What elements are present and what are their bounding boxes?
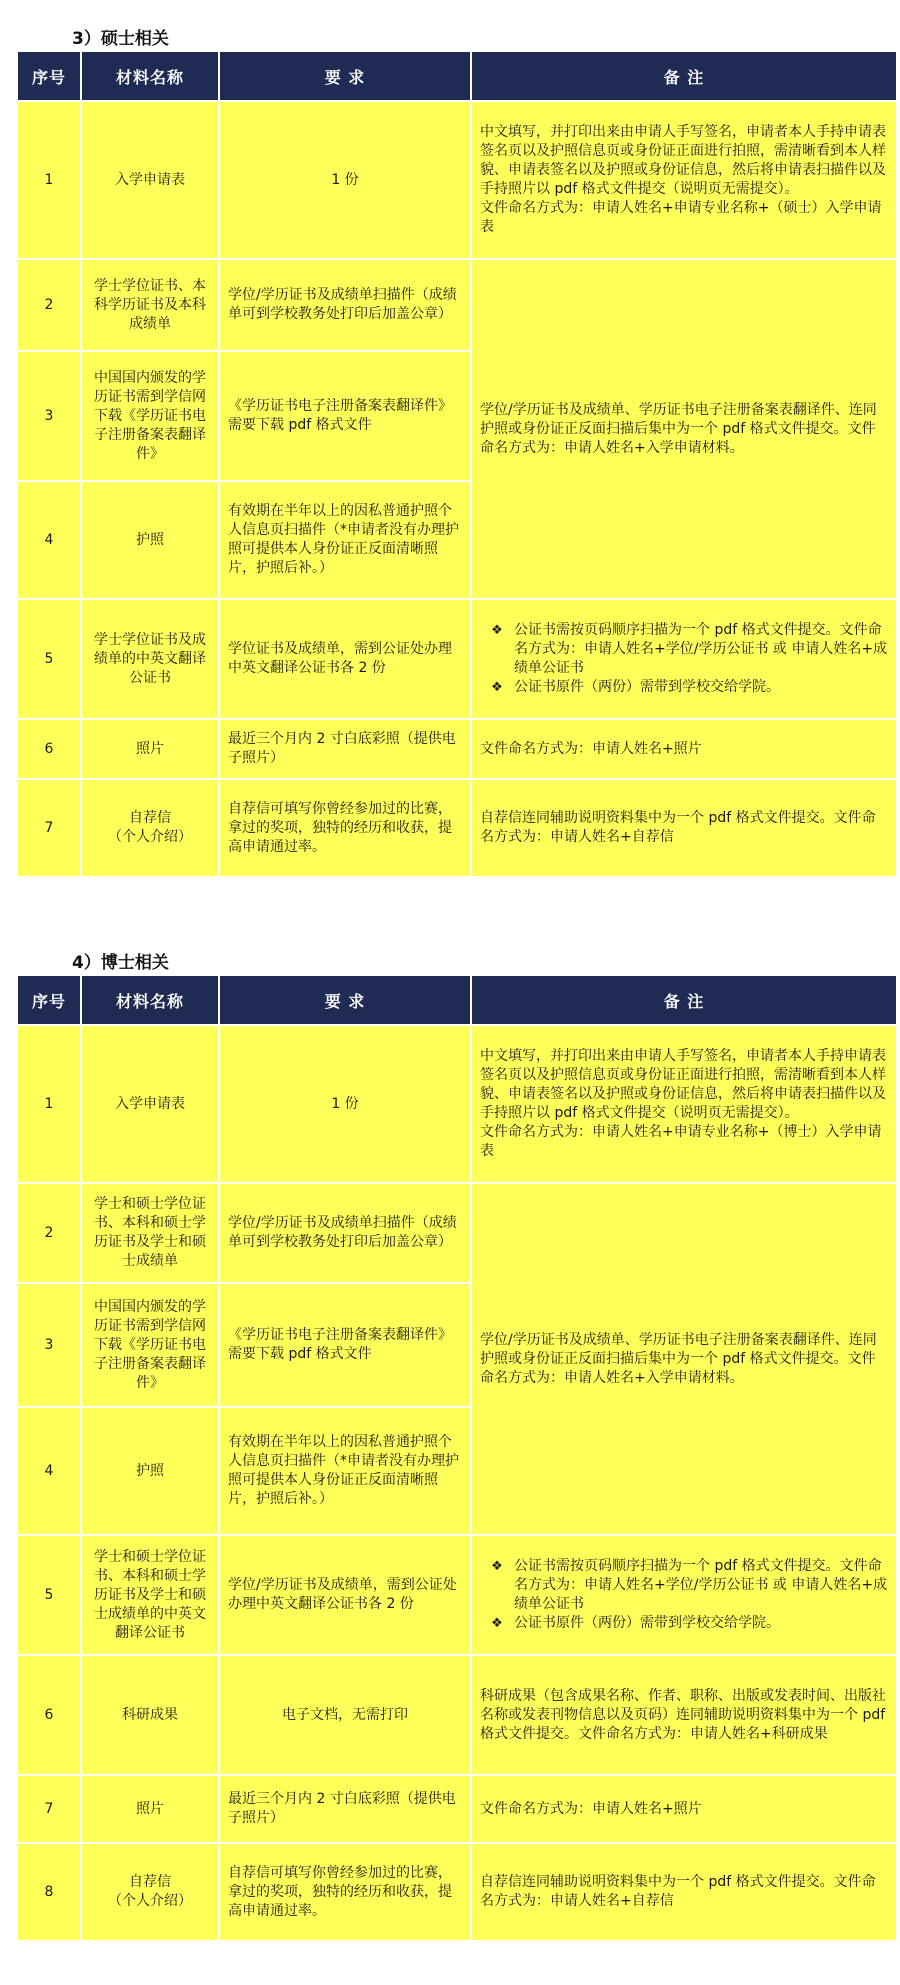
row-req: 最近三个月内 2 寸白底彩照（提供电子照片） (220, 1776, 470, 1842)
diamond-bullet-icon: ❖ (491, 680, 503, 695)
table-row (18, 260, 896, 350)
row-note (472, 1026, 896, 1182)
row-note: 自荐信连同辅助说明资料集中为一个 pdf 格式文件提交。文件命名方式为：申请人姓名+自荐信 (472, 780, 896, 876)
row-req: 学位/学历证书及成绩单，需到公证处办理中英文翻译公证书各 2 份 (220, 1536, 470, 1654)
row-name: 学士学位证书及成绩单的中英文翻译公证书 (82, 600, 218, 718)
table-row (18, 1776, 896, 1842)
row-no: 3 (18, 1284, 80, 1406)
row-no: 1 (18, 102, 80, 258)
bullet-text: 公证书需按页码顺序扫描为一个 pdf 格式文件提交。文件命名方式为：申请人姓名+学位/学历公证书 或 申请人姓名+成绩单公证书 (514, 1558, 888, 1612)
row-req: 《学历证书电子注册备案表翻译件》需要下载 pdf 格式文件 (220, 352, 470, 480)
row-name: 入学申请表 (82, 102, 218, 258)
row-no: 5 (18, 1536, 80, 1654)
bullet-text: 公证书原件（两份）需带到学校交给学院。 (514, 679, 780, 695)
row-no: 2 (18, 260, 80, 350)
bullet-item (480, 621, 888, 678)
row-name: 科研成果 (82, 1656, 218, 1774)
row-req: 1 份 (220, 1026, 470, 1182)
row-name: 学士和硕士学位证书、本科和硕士学历证书及学士和硕士成绩单的中英文翻译公证书 (82, 1536, 218, 1654)
row-req: 学位/学历证书及成绩单扫描件（成绩单可到学校教务处打印后加盖公章） (220, 1184, 470, 1282)
row-no: 7 (18, 780, 80, 876)
table-row (18, 1536, 896, 1654)
row-no: 2 (18, 1184, 80, 1282)
col-header-req: 要 求 (220, 52, 470, 100)
table-row (18, 1026, 896, 1182)
bullet-item (480, 678, 888, 697)
row-name: 照片 (82, 1776, 218, 1842)
row-note (472, 1536, 896, 1654)
row-req: 自荐信可填写你曾经参加过的比赛，拿过的奖项，独特的经历和收获，提高申请通过率。 (220, 780, 470, 876)
row-name: 入学申请表 (82, 1026, 218, 1182)
note-text: 文件命名方式为：申请人姓名+申请专业名称+（博士）入学申请表 (480, 1124, 882, 1159)
table-row (18, 1656, 896, 1774)
phd-section (18, 952, 898, 1942)
section-title: 4）博士相关 (72, 953, 169, 973)
bullet-item (480, 1557, 888, 1614)
row-no: 6 (18, 1656, 80, 1774)
row-name: 自荐信 （个人介绍） (82, 1844, 218, 1940)
master-section (18, 28, 898, 878)
bullet-text: 公证书原件（两份）需带到学校交给学院。 (514, 1615, 780, 1631)
col-header-no: 序号 (18, 976, 80, 1024)
row-name: 中国国内颁发的学历证书需到学信网下载《学历证书电子注册备案表翻译件》 (82, 1284, 218, 1406)
row-req: 学位/学历证书及成绩单扫描件（成绩单可到学校教务处打印后加盖公章） (220, 260, 470, 350)
row-note: 自荐信连同辅助说明资料集中为一个 pdf 格式文件提交。文件命名方式为：申请人姓名+自荐信 (472, 1844, 896, 1940)
bullet-item (480, 1614, 888, 1633)
row-no: 6 (18, 720, 80, 778)
diamond-bullet-icon: ❖ (491, 623, 503, 638)
row-req: 1 份 (220, 102, 470, 258)
row-note: 文件命名方式为：申请人姓名+照片 (472, 1776, 896, 1842)
row-req: 有效期在半年以上的因私普通护照个人信息页扫描件（*申请者没有办理护照可提供本人身份证正反面清晰照片，护照后补。） (220, 1408, 470, 1534)
row-req: 学位证书及成绩单，需到公证处办理中英文翻译公证书各 2 份 (220, 600, 470, 718)
row-no: 3 (18, 352, 80, 480)
col-header-req: 要 求 (220, 976, 470, 1024)
row-note (472, 102, 896, 258)
col-header-name: 材料名称 (82, 52, 218, 100)
row-req: 有效期在半年以上的因私普通护照个人信息页扫描件（*申请者没有办理护照可提供本人身份证正反面清晰照片，护照后补。） (220, 482, 470, 598)
table-row (18, 720, 896, 778)
col-header-note: 备 注 (472, 976, 896, 1024)
table-header (18, 52, 896, 100)
table-header (18, 976, 896, 1024)
row-no: 4 (18, 1408, 80, 1534)
row-req: 自荐信可填写你曾经参加过的比赛，拿过的奖项，独特的经历和收获，提高申请通过率。 (220, 1844, 470, 1940)
row-name: 自荐信 （个人介绍） (82, 780, 218, 876)
row-name: 中国国内颁发的学历证书需到学信网下载《学历证书电子注册备案表翻译件》 (82, 352, 218, 480)
row-name: 学士学位证书、本科学历证书及本科成绩单 (82, 260, 218, 350)
row-no: 8 (18, 1844, 80, 1940)
col-header-name: 材料名称 (82, 976, 218, 1024)
row-name: 照片 (82, 720, 218, 778)
merged-note: 学位/学历证书及成绩单、学历证书电子注册备案表翻译件、连同护照或身份证正反面扫描后集中为一个 pdf 格式文件提交。文件命名方式为：申请人姓名+入学申请材料。 (472, 1184, 896, 1534)
merged-note: 学位/学历证书及成绩单、学历证书电子注册备案表翻译件、连同护照或身份证正反面扫描后集中为一个 pdf 格式文件提交。文件命名方式为：申请人姓名+入学申请材料。 (472, 260, 896, 598)
table-row (18, 1844, 896, 1940)
bullet-text: 公证书需按页码顺序扫描为一个 pdf 格式文件提交。文件命名方式为：申请人姓名+学位/学历公证书 或 申请人姓名+成绩单公证书 (514, 622, 888, 676)
col-header-note: 备 注 (472, 52, 896, 100)
table-row (18, 780, 896, 876)
row-no: 4 (18, 482, 80, 598)
row-req: 《学历证书电子注册备案表翻译件》需要下载 pdf 格式文件 (220, 1284, 470, 1406)
row-no: 5 (18, 600, 80, 718)
row-name: 学士和硕士学位证书、本科和硕士学历证书及学士和硕士成绩单 (82, 1184, 218, 1282)
row-note: 科研成果（包含成果名称、作者、职称、出版或发表时间、出版社名称或发表刊物信息以及页码）连同辅助说明资料集中为一个 pdf 格式文件提交。文件命名方式为：申请人姓名+科研成果 (472, 1656, 896, 1774)
table-row (18, 1184, 896, 1282)
row-note: 文件命名方式为：申请人姓名+照片 (472, 720, 896, 778)
col-header-no: 序号 (18, 52, 80, 100)
row-name: 护照 (82, 482, 218, 598)
row-note (472, 600, 896, 718)
note-text: 中文填写，并打印出来由申请人手写签名，申请者本人手持申请表签名页以及护照信息页或身份证正面进行拍照，需清晰看到本人样貌、申请表签名以及护照或身份证信息，然后将申请表扫描件以及手持照片以 pdf 格式文件提交（说明页无需提交）。 (480, 124, 886, 197)
table-row (18, 600, 896, 718)
row-name: 护照 (82, 1408, 218, 1534)
diamond-bullet-icon: ❖ (491, 1559, 503, 1574)
phd-table (16, 974, 898, 1942)
row-no: 7 (18, 1776, 80, 1842)
section-title: 3）硕士相关 (72, 29, 169, 49)
row-no: 1 (18, 1026, 80, 1182)
row-req: 电子文档，无需打印 (220, 1656, 470, 1774)
table-row (18, 102, 896, 258)
note-text: 文件命名方式为：申请人姓名+申请专业名称+（硕士）入学申请表 (480, 200, 882, 235)
note-text: 中文填写，并打印出来由申请人手写签名，申请者本人手持申请表签名页以及护照信息页或身份证正面进行拍照，需清晰看到本人样貌、申请表签名以及护照或身份证信息，然后将申请表扫描件以及手持照片以 pdf 格式文件提交（说明页无需提交）。 (480, 1048, 886, 1121)
diamond-bullet-icon: ❖ (491, 1616, 503, 1631)
master-table (16, 50, 898, 878)
row-req: 最近三个月内 2 寸白底彩照（提供电子照片） (220, 720, 470, 778)
